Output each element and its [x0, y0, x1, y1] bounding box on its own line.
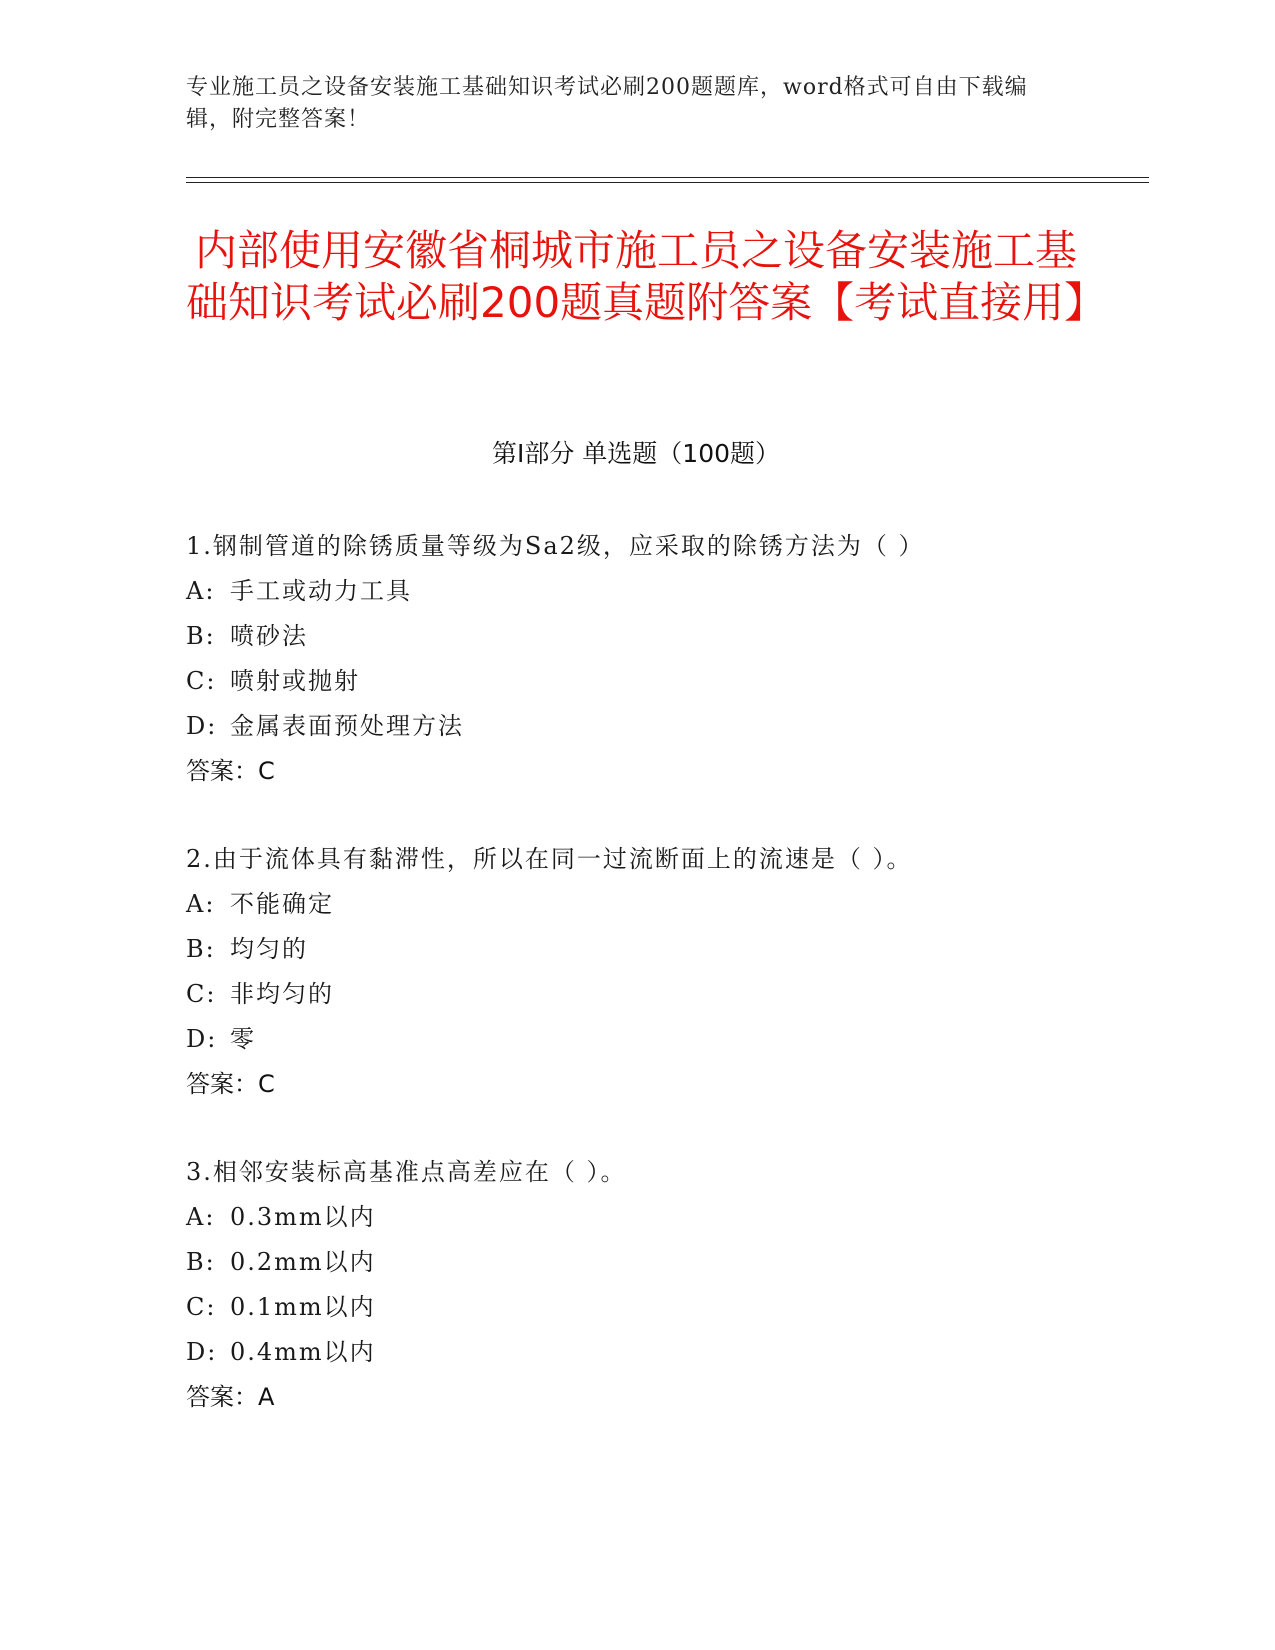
- option-b: [186, 927, 1106, 972]
- option-key: D:: [186, 1338, 218, 1366]
- option-text: 不能确定: [230, 890, 334, 918]
- option-key: A:: [186, 890, 216, 918]
- question-stem: 3.相邻安装标高基准点高差应在（ ）。: [186, 1158, 627, 1186]
- question-1: [186, 524, 1106, 794]
- option-text: 0.1mm以内: [230, 1293, 376, 1321]
- option-key: B:: [186, 622, 216, 650]
- question-stem: 2.由于流体具有黏滞性，所以在同一过流断面上的流速是（ ）。: [186, 845, 913, 873]
- option-key: A:: [186, 1203, 216, 1231]
- option-a: [186, 569, 1106, 614]
- option-c: [186, 659, 1106, 704]
- option-key: A:: [186, 577, 216, 605]
- option-text: 金属表面预处理方法: [230, 712, 464, 740]
- option-d: [186, 704, 1106, 749]
- section-title: 第Ⅰ部分 单选题（100题）: [491, 439, 781, 468]
- option-c: [186, 972, 1106, 1017]
- option-a: [186, 882, 1106, 927]
- option-key: D:: [186, 1025, 218, 1053]
- answer: 答案：A: [186, 1383, 275, 1411]
- option-key: C:: [186, 1293, 217, 1321]
- header-note: 专业施工员之设备安装施工基础知识考试必刷200题题库，word格式可自由下载编辑，附完整答案！: [186, 75, 1028, 132]
- option-a: [186, 1195, 1106, 1240]
- option-key: B:: [186, 935, 216, 963]
- option-text: 喷射或抛射: [230, 667, 360, 695]
- question-3: [186, 1150, 1106, 1420]
- option-d: [186, 1330, 1106, 1375]
- option-key: C:: [186, 980, 217, 1008]
- answer: 答案：C: [186, 1070, 275, 1098]
- option-text: 0.3mm以内: [230, 1203, 376, 1231]
- option-key: B:: [186, 1248, 216, 1276]
- question-stem: 1.钢制管道的除锈质量等级为Sa2级，应采取的除锈方法为（ ）: [186, 532, 925, 560]
- header-divider-bottom: [186, 182, 1149, 183]
- option-text: 喷砂法: [230, 622, 308, 650]
- option-b: [186, 614, 1106, 659]
- question-list: [186, 524, 1106, 1463]
- option-text: 均匀的: [230, 935, 308, 963]
- question-2: [186, 837, 1106, 1107]
- document-title: 内部使用安徽省桐城市施工员之设备安装施工基础知识考试必刷200题真题附答案【考试直接用】: [186, 226, 1107, 327]
- option-text: 手工或动力工具: [230, 577, 412, 605]
- option-c: [186, 1285, 1106, 1330]
- option-text: 0.2mm以内: [230, 1248, 376, 1276]
- option-d: [186, 1017, 1106, 1062]
- answer: 答案：C: [186, 757, 275, 785]
- header-divider-top: [186, 177, 1149, 178]
- option-key: C:: [186, 667, 217, 695]
- option-text: 0.4mm以内: [230, 1338, 376, 1366]
- option-b: [186, 1240, 1106, 1285]
- option-key: D:: [186, 712, 218, 740]
- option-text: 零: [230, 1025, 256, 1053]
- option-text: 非均匀的: [230, 980, 334, 1008]
